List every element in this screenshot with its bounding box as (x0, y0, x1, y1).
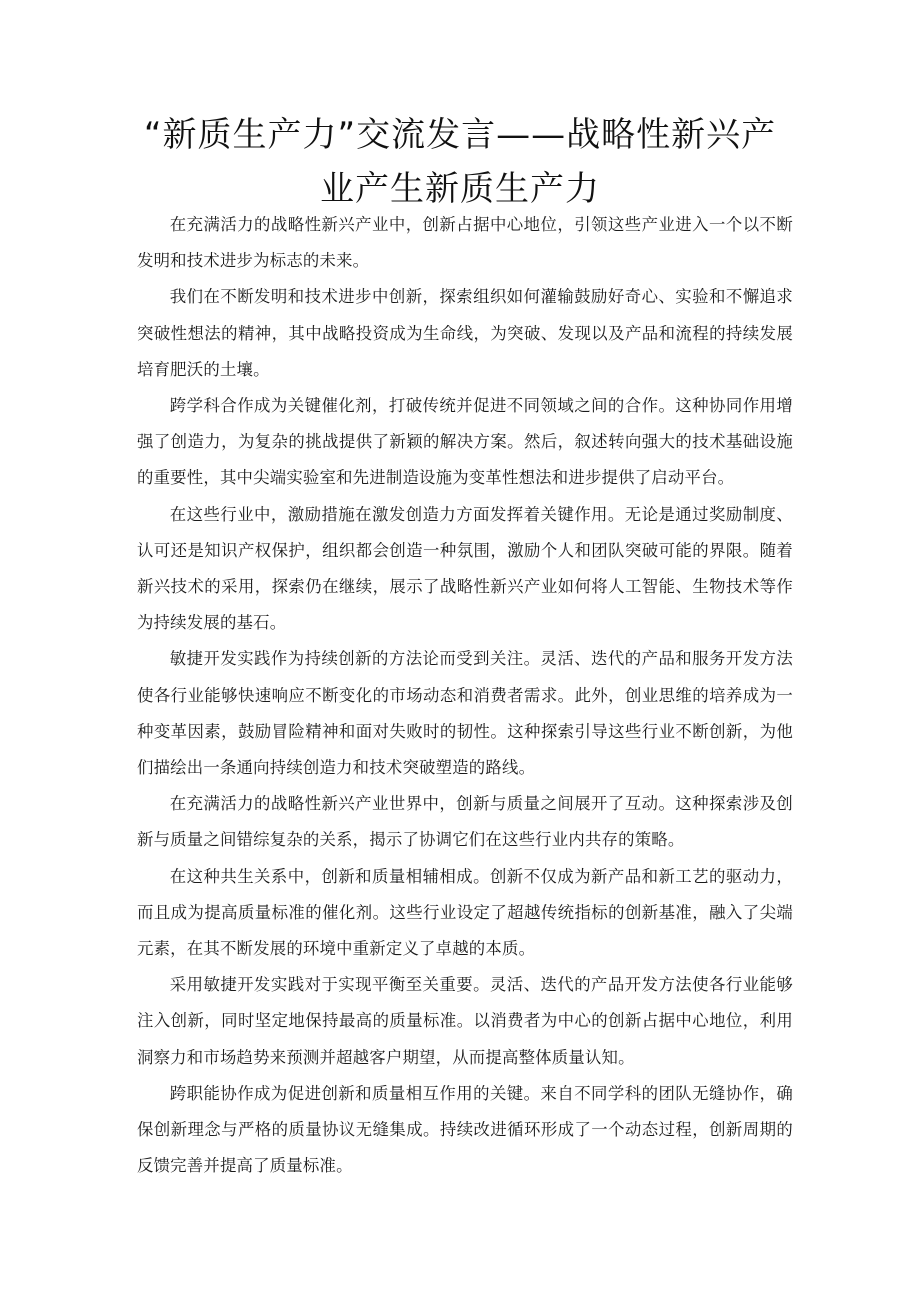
document-title-line-1: “新质生产力”交流发言——战略性新兴产 (143, 115, 777, 155)
paragraph-2: 我们在不断发明和技术进步中创新，探索组织如何灌输鼓励好奇心、实验和不懈追求突破性想法的精神，其中战略投资成为生命线，为突破、发现以及产品和流程的持续发展培育肥沃的土壤。 (137, 287, 793, 379)
paragraph-5: 敏捷开发实践作为持续创新的方法论而受到关注。灵活、迭代的产品和服务开发方法使各行业能够快速响应不断变化的市场动态和消费者需求。此外，创业思维的培养成为一种变革因素，鼓励冒险精神和面对失败时的韧性。这种探索引导这些行业不断创新，为他们描绘出一条通向持续创造力和技术突破塑造的路线。 (137, 649, 793, 778)
document-title (120, 108, 800, 216)
paragraph-8: 采用敏捷开发实践对于实现平衡至关重要。灵活、迭代的产品开发方法使各行业能够注入创新，同时坚定地保持最高的质量标准。以消费者为中心的创新占据中心地位，利用洞察力和市场趋势来预测并超越客户期望，从而提高整体质量认知。 (137, 975, 793, 1067)
paragraph-7: 在这种共生关系中，创新和质量相辅相成。创新不仅成为新产品和新工艺的驱动力，而且成为提高质量标准的催化剂。这些行业设定了超越传统指标的创新基准，融入了尖端元素，在其不断发展的环境中重新定义了卓越的本质。 (137, 866, 793, 959)
paragraph-4: 在这些行业中，激励措施在激发创造力方面发挥着关键作用。无论是通过奖励制度、认可还是知识产权保护，组织都会创造一种氛围，激励个人和团队突破可能的界限。随着新兴技术的采用，探索仍在继续，展示了战略性新兴产业如何将人工智能、生物技术等作为持续发展的基石。 (137, 504, 793, 633)
document-body (137, 207, 793, 1184)
paragraph-3: 跨学科合作成为关键催化剂，打破传统并促进不同领域之间的合作。这种协同作用增强了创造力，为复杂的挑战提供了新颖的解决方案。然后，叙述转向强大的技术基础设施的重要性，其中尖端实验室和先进制造设施为变革性想法和进步提供了启动平台。 (137, 396, 793, 488)
paragraph-6: 在充满活力的战略性新兴产业世界中，创新与质量之间展开了互动。这种探索涉及创新与质量之间错综复杂的关系，揭示了协调它们在这些行业内共存的策略。 (137, 794, 793, 850)
document-title-line-2: 业产生新质生产力 (320, 169, 600, 209)
paragraph-1: 在充满活力的战略性新兴产业中，创新占据中心地位，引领这些产业进入一个以不断发明和技术进步为标志的未来。 (137, 215, 793, 271)
paragraph-9: 跨职能协作成为促进创新和质量相互作用的关键。来自不同学科的团队无缝协作，确保创新理念与严格的质量协议无缝集成。持续改进循环形成了一个动态过程，创新周期的反馈完善并提高了质量标准。 (137, 1083, 793, 1176)
